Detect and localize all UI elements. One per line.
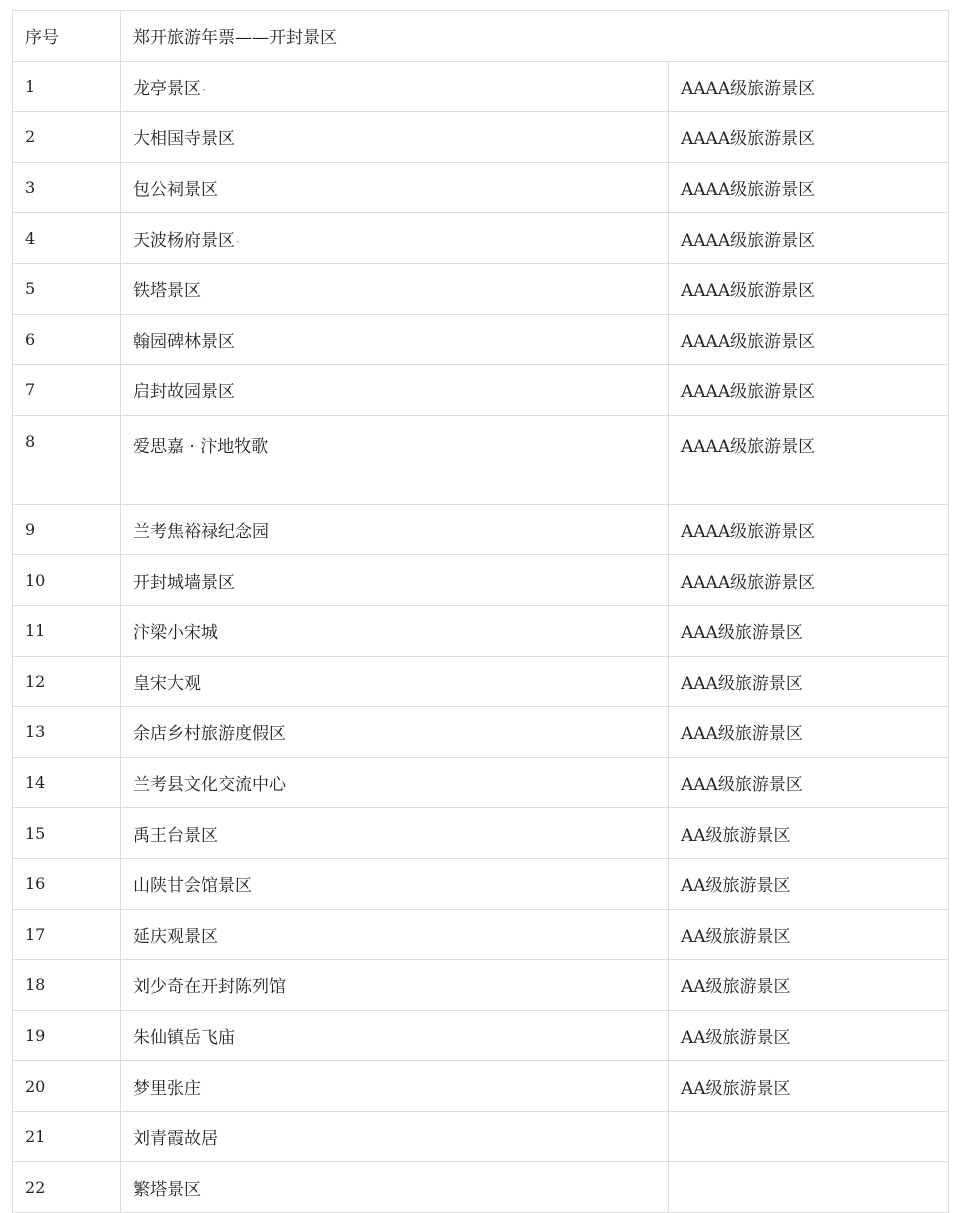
scenic-spots-table xyxy=(12,10,949,1213)
scenic-spot-name: 翰园碑林景区 xyxy=(133,331,235,352)
scenic-grade: AA级旅游景区 xyxy=(669,909,949,960)
scenic-grade: AAA级旅游景区 xyxy=(669,605,949,656)
table-row xyxy=(13,213,949,264)
row-number: 17 xyxy=(13,909,121,960)
table-title: 郑开旅游年票——开封景区 xyxy=(121,11,949,62)
row-number: 10 xyxy=(13,555,121,606)
scenic-spot-name-cell xyxy=(121,1162,669,1213)
scenic-spot-name-cell xyxy=(121,61,669,112)
scenic-spot-name: 禹王台景区 xyxy=(133,825,218,846)
row-number: 20 xyxy=(13,1061,121,1112)
scenic-spot-name: 大相国寺景区 xyxy=(133,129,235,150)
scenic-spot-name: 包公祠景区 xyxy=(133,180,218,201)
table-row xyxy=(13,605,949,656)
scenic-spot-name: 山陕甘会馆景区 xyxy=(133,876,252,897)
scenic-grade: AAAA级旅游景区 xyxy=(669,555,949,606)
row-number: 22 xyxy=(13,1162,121,1213)
scenic-grade: AAAA级旅游景区 xyxy=(669,213,949,264)
scenic-spot-name: 延庆观景区 xyxy=(133,926,218,947)
row-number: 15 xyxy=(13,808,121,859)
scenic-spot-name: 天波杨府景区 xyxy=(133,230,235,251)
row-number: 18 xyxy=(13,960,121,1011)
row-number: 3 xyxy=(13,162,121,213)
table-row xyxy=(13,504,949,555)
scenic-spot-name-cell xyxy=(121,656,669,707)
row-number: 2 xyxy=(13,112,121,163)
scenic-spot-name: 兰考县文化交流中心 xyxy=(133,775,286,796)
scenic-grade: AAAA级旅游景区 xyxy=(669,314,949,365)
table-row xyxy=(13,314,949,365)
table-row xyxy=(13,365,949,416)
table-row xyxy=(13,757,949,808)
row-number: 11 xyxy=(13,605,121,656)
table-row xyxy=(13,112,949,163)
scenic-spot-name-cell xyxy=(121,960,669,1011)
table-row xyxy=(13,808,949,859)
scenic-grade: AAAA级旅游景区 xyxy=(669,365,949,416)
scenic-spot-name-cell xyxy=(121,858,669,909)
scenic-spot-name-cell xyxy=(121,162,669,213)
table-row xyxy=(13,960,949,1011)
scenic-spot-name: 朱仙镇岳飞庙 xyxy=(133,1027,235,1048)
scenic-spot-name-cell xyxy=(121,314,669,365)
table-row xyxy=(13,909,949,960)
table-row xyxy=(13,263,949,314)
scenic-grade xyxy=(669,1111,949,1162)
scenic-grade: AAAA级旅游景区 xyxy=(669,263,949,314)
table-header-row xyxy=(13,11,949,62)
scenic-spot-name-cell xyxy=(121,263,669,314)
scenic-grade: AAA级旅游景区 xyxy=(669,656,949,707)
row-number: 9 xyxy=(13,504,121,555)
scenic-spot-name: 开封城墙景区 xyxy=(133,572,235,593)
scenic-grade xyxy=(669,1162,949,1213)
row-number: 5 xyxy=(13,263,121,314)
scenic-spot-name: 刘青霞故居 xyxy=(133,1129,218,1150)
scenic-grade: AAA级旅游景区 xyxy=(669,757,949,808)
scenic-grade: AA级旅游景区 xyxy=(669,808,949,859)
scenic-grade: AA级旅游景区 xyxy=(669,858,949,909)
scenic-spot-name-cell xyxy=(121,415,669,504)
row-number: 1 xyxy=(13,61,121,112)
row-number: 7 xyxy=(13,365,121,416)
table-row xyxy=(13,61,949,112)
table-row xyxy=(13,162,949,213)
table-row xyxy=(13,1010,949,1061)
scenic-spot-name-cell xyxy=(121,909,669,960)
scenic-spot-name: 刘少奇在开封陈列馆 xyxy=(133,977,286,998)
table-row xyxy=(13,555,949,606)
scenic-grade: AAA级旅游景区 xyxy=(669,707,949,758)
scenic-spot-name-cell xyxy=(121,808,669,859)
scenic-spot-name-cell xyxy=(121,213,669,264)
scenic-spot-name: 皇宋大观 xyxy=(133,673,201,694)
row-number: 16 xyxy=(13,858,121,909)
row-number: 13 xyxy=(13,707,121,758)
scenic-spot-name-cell xyxy=(121,707,669,758)
scenic-spot-name-cell xyxy=(121,504,669,555)
scenic-grade: AAAA级旅游景区 xyxy=(669,504,949,555)
scenic-spot-name-cell xyxy=(121,1061,669,1112)
table-row xyxy=(13,858,949,909)
row-number: 6 xyxy=(13,314,121,365)
row-number: 21 xyxy=(13,1111,121,1162)
table-row xyxy=(13,1162,949,1213)
scenic-grade: AA级旅游景区 xyxy=(669,1010,949,1061)
scenic-spot-name-cell xyxy=(121,605,669,656)
scenic-spot-name: 兰考焦裕禄纪念园 xyxy=(133,522,269,543)
scenic-spots-table-container xyxy=(12,10,948,1213)
scenic-grade: AA级旅游景区 xyxy=(669,960,949,1011)
scenic-spot-name-cell xyxy=(121,1111,669,1162)
annotation-dot: · xyxy=(236,234,240,249)
scenic-spot-name-cell xyxy=(121,112,669,163)
scenic-spot-name: 梦里张庄 xyxy=(133,1078,201,1099)
row-number: 19 xyxy=(13,1010,121,1061)
table-row xyxy=(13,707,949,758)
scenic-spot-name-cell xyxy=(121,555,669,606)
scenic-spot-name: 汴梁小宋城 xyxy=(133,623,218,644)
scenic-grade: AAAA级旅游景区 xyxy=(669,61,949,112)
row-number: 4 xyxy=(13,213,121,264)
scenic-spot-name: 启封故园景区 xyxy=(133,382,235,403)
scenic-spot-name: 爱思嘉 · 汴地牧歌 xyxy=(133,436,269,457)
row-number: 8 xyxy=(13,415,121,504)
scenic-spot-name-cell xyxy=(121,757,669,808)
scenic-spot-name: 铁塔景区 xyxy=(133,281,201,302)
scenic-grade: AAAA级旅游景区 xyxy=(669,112,949,163)
table-row xyxy=(13,1111,949,1162)
row-number: 14 xyxy=(13,757,121,808)
table-row xyxy=(13,415,949,504)
row-number: 12 xyxy=(13,656,121,707)
scenic-grade: AAAA级旅游景区 xyxy=(669,162,949,213)
scenic-spot-name: 龙亭景区 xyxy=(133,78,201,99)
scenic-spot-name-cell xyxy=(121,365,669,416)
annotation-dot: · xyxy=(202,82,206,97)
scenic-grade: AAAA级旅游景区 xyxy=(669,415,949,504)
scenic-grade: AA级旅游景区 xyxy=(669,1061,949,1112)
table-row xyxy=(13,656,949,707)
scenic-spot-name: 余店乡村旅游度假区 xyxy=(133,724,286,745)
table-body xyxy=(13,11,949,1213)
number-column-header: 序号 xyxy=(13,11,121,62)
scenic-spot-name-cell xyxy=(121,1010,669,1061)
table-row xyxy=(13,1061,949,1112)
scenic-spot-name: 繁塔景区 xyxy=(133,1179,201,1200)
